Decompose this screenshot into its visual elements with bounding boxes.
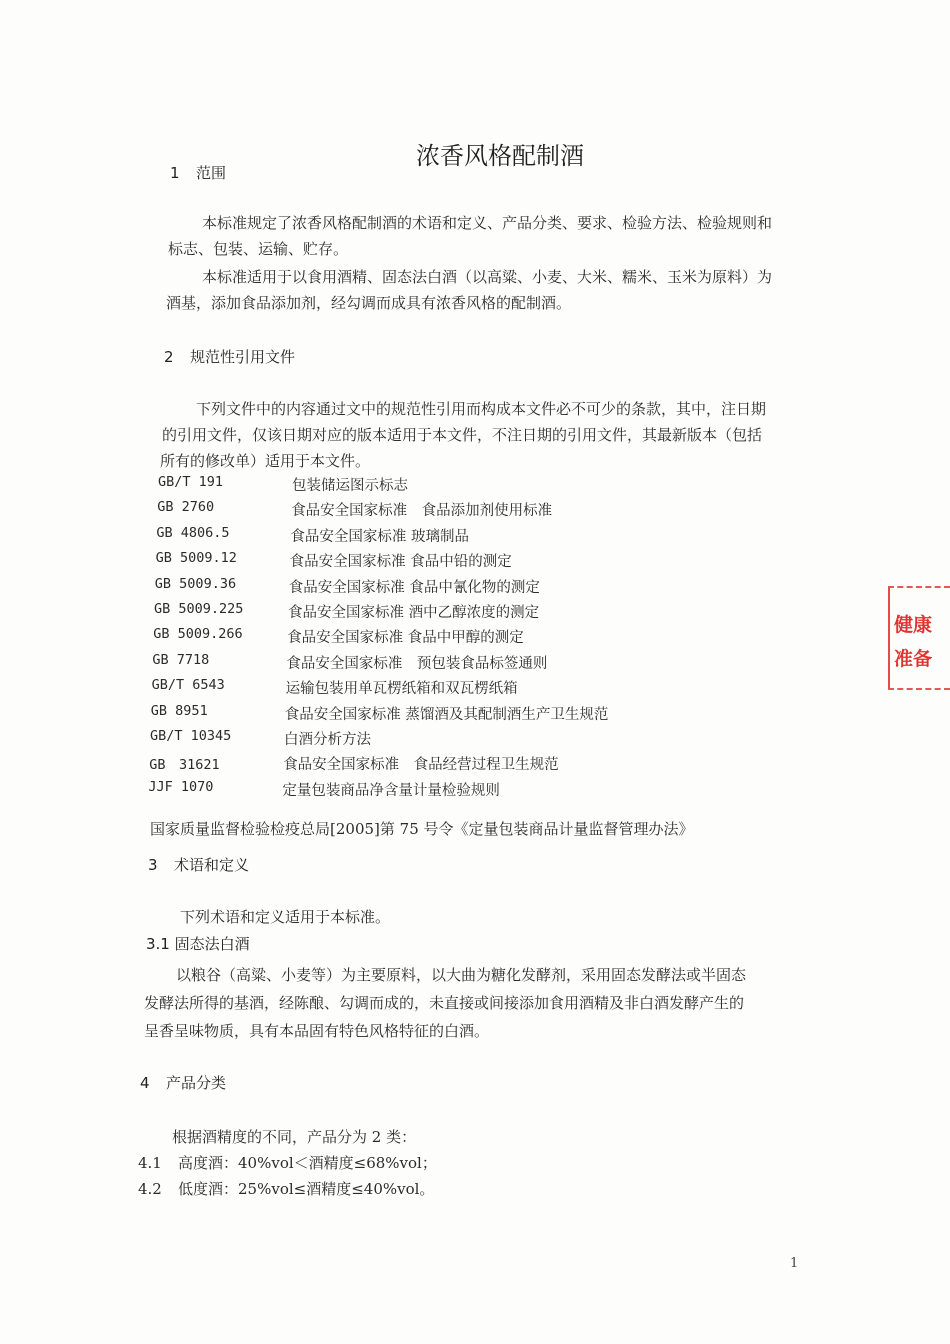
reference-code: GB 7718	[152, 651, 210, 668]
reference-code: GB 5009.36	[154, 575, 237, 592]
section-title: 产品分类	[166, 1074, 227, 1092]
paragraph-line: 本标准规定了浓香风格配制酒的术语和定义、产品分类、要求、检验方法、检验规则和	[202, 214, 773, 232]
paragraph-line: 根据酒精度的不同，产品分为 2 类：	[172, 1128, 417, 1146]
reference-title: 食品安全国家标准 玻璃制品	[290, 528, 469, 545]
item-text: 低度酒：25%vol≤酒精度≤40%vol。	[178, 1180, 435, 1198]
section-number: 3	[148, 856, 158, 874]
item-number: 4.2	[138, 1180, 162, 1198]
paragraph-line: 本标准适用于以食用酒精、固态法白酒（以高粱、小麦、大米、糯米、玉米为原料）为	[202, 268, 773, 286]
classification-item	[138, 1152, 437, 1173]
stamp-text: 健康	[894, 614, 933, 636]
paragraph-line: 呈香呈味物质，具有本品固有特色风格特征的白酒。	[144, 1022, 490, 1040]
section-title: 范围	[196, 164, 227, 182]
item-text: 高度酒：40%vol＜酒精度≤68%vol；	[178, 1154, 437, 1172]
reference-code: GB 5009.266	[153, 626, 243, 643]
reference-title: 食品安全国家标准 食品中甲醇的测定	[287, 630, 524, 647]
document-title: 浓香风格配制酒	[416, 142, 584, 170]
section-number: 1	[170, 164, 180, 182]
classification-item	[138, 1178, 434, 1199]
subsection-heading: 3.1 固态法白酒	[146, 935, 250, 953]
reference-code: GB 5009.12	[155, 550, 237, 567]
reference-code: GB 5009.225	[154, 601, 244, 617]
paragraph-line: 下列文件中的内容通过文中的规范性引用而构成本文件必不可少的条款，其中，注日期	[196, 400, 767, 418]
reference-code: GB 2760	[157, 499, 215, 516]
reference-code: GB/T 10345	[150, 728, 232, 744]
reference-title: 定量包装商品净含量计量检验规则	[282, 782, 500, 799]
section-number: 4	[140, 1074, 150, 1092]
reference-code: GB/T 6543	[151, 677, 225, 694]
reference-title: 食品安全国家标准 预包装食品标签通则	[286, 655, 548, 672]
section-4-heading	[140, 1072, 226, 1093]
paragraph-line: 的引用文件，仅该日期对应的版本适用于本文件，不注日期的引用文件，其最新版本（包括	[162, 426, 763, 444]
paragraph-line: 酒基，添加食品添加剂，经勾调而成具有浓香风格的配制酒。	[166, 294, 572, 312]
section-2-heading	[164, 346, 295, 367]
reference-title: 食品安全国家标准 食品经营过程卫生规范	[283, 757, 559, 774]
paragraph-line: 所有的修改单）适用于本文件。	[160, 452, 371, 470]
section-title: 规范性引用文件	[190, 348, 296, 366]
reference-title: 白酒分析方法	[284, 732, 371, 748]
page-number: 1	[790, 1256, 799, 1271]
reference-title: 食品安全国家标准 蒸馏酒及其配制酒生产卫生规范	[284, 706, 609, 723]
reference-title: 食品安全国家标准 食品中铅的测定	[289, 554, 512, 571]
red-stamp-seal	[888, 586, 950, 690]
section-1-heading	[170, 162, 226, 183]
item-number: 4.1	[138, 1154, 162, 1172]
reference-code: GB 8951	[150, 702, 208, 719]
reference-code: GB 4806.5	[156, 524, 230, 541]
stamp-text: 准备	[894, 648, 933, 670]
paragraph-line: 下列术语和定义适用于本标准。	[180, 908, 391, 926]
reference-title: 食品安全国家标准 食品添加剂使用标准	[291, 503, 553, 520]
paragraph-line: 以粮谷（高粱、小麦等）为主要原料，以大曲为糖化发酵剂，采用固态发酵法或半固态	[176, 966, 747, 984]
reference-title: 食品安全国家标准 食品中氰化物的测定	[288, 579, 540, 596]
paragraph-line: 发酵法所得的基酒，经陈酿、勾调而成的，未直接或间接添加食用酒精及非白酒发酵产生的	[144, 994, 745, 1012]
reference-code: JJF 1070	[148, 778, 214, 795]
reference-title: 食品安全国家标准 酒中乙醇浓度的测定	[288, 605, 540, 621]
section-title: 术语和定义	[174, 856, 250, 874]
reference-title: 包装储运图示标志	[292, 478, 408, 494]
paragraph-line: 标志、包装、运输、贮存。	[168, 240, 349, 258]
reference-title: 运输包装用单瓦楞纸箱和双瓦楞纸箱	[285, 681, 518, 698]
reference-code: GB 31621	[149, 757, 220, 774]
regulation-reference: 国家质量监督检验检疫总局[2005]第 75 号令《定量包装商品计量监督管理办法》	[150, 820, 694, 838]
reference-code: GB/T 191	[158, 474, 224, 490]
section-3-heading	[148, 854, 249, 875]
section-number: 2	[164, 348, 174, 366]
